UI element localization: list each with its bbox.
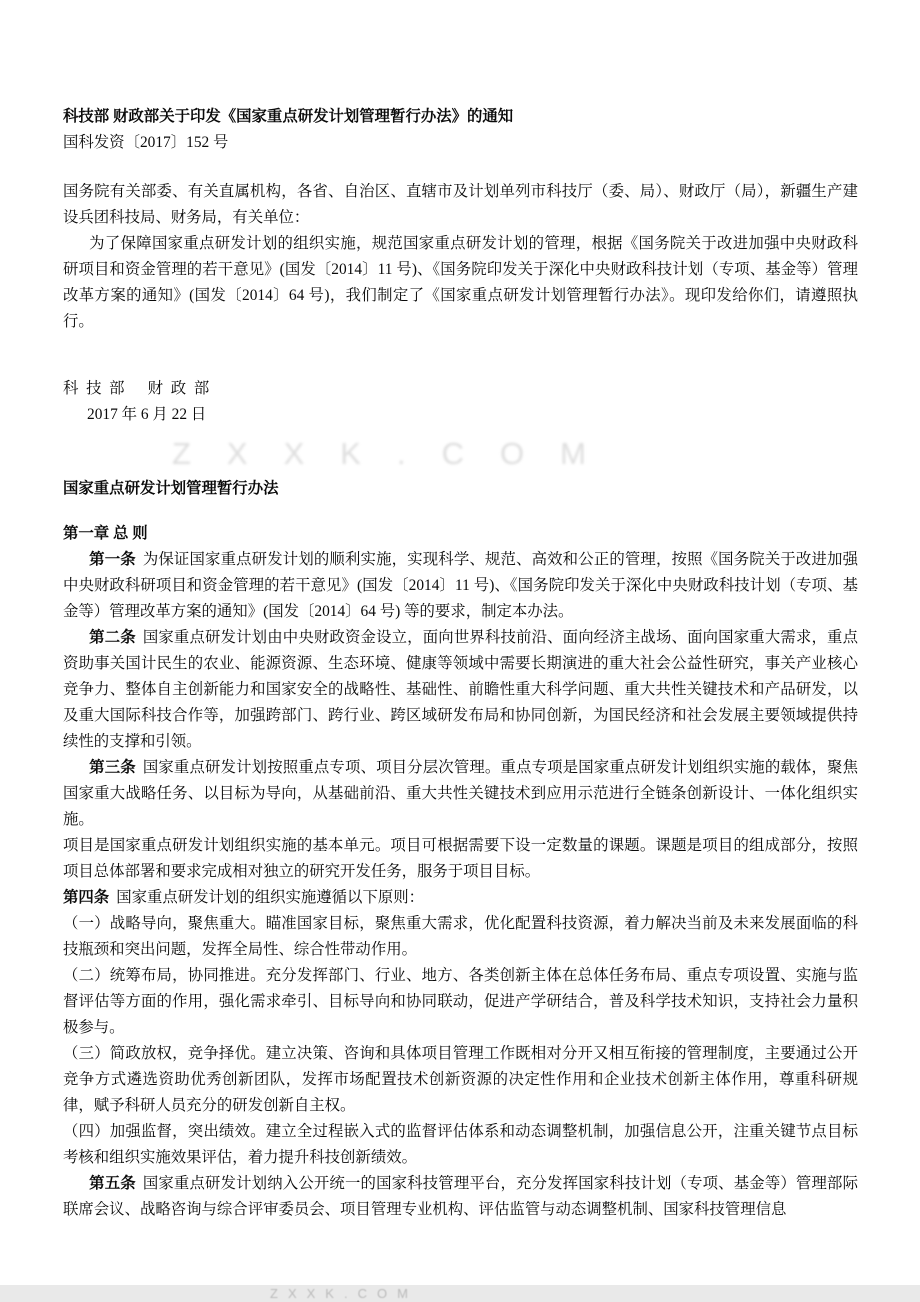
chapter-1-heading: 第一章 总 则 — [63, 525, 148, 542]
measures-title: 国家重点研发计划管理暂行办法 — [63, 480, 279, 497]
document-page — [63, 104, 858, 1223]
article-5-text: 国家重点研发计划纳入公开统一的国家科技管理平台，充分发挥国家科技计划（专项、基金等）管理部际联席会议、战略咨询与综合评审委员会、项目管理专业机构、评估监管与动态调整机制、国家科技管理信息 — [63, 1175, 858, 1218]
doc-number: 国科发资〔2017〕152 号 — [63, 134, 229, 151]
article-5-label: 第五条 — [89, 1175, 136, 1192]
signature-date: 2017 年 6 月 22 日 — [87, 406, 207, 423]
watermark-bottom-band — [0, 1285, 920, 1302]
article-1-label: 第一条 — [89, 551, 136, 568]
article-3-label: 第三条 — [89, 759, 136, 776]
article-2-label: 第二条 — [89, 629, 136, 646]
article-4 — [63, 885, 858, 911]
article-3 — [63, 755, 858, 833]
article-2 — [63, 625, 858, 755]
article-1 — [63, 547, 858, 625]
article-3-text: 国家重点研发计划按照重点专项、项目分层次管理。重点专项是国家重点研发计划组织实施的载体，聚焦国家重大战略任务、以目标为导向，从基础前沿、重大共性关键技术到应用示范进行全链条创新设计、一体化组织实施。 — [63, 759, 858, 828]
article-1-text: 为保证国家重点研发计划的顺利实施，实现科学、规范、高效和公正的管理，按照《国务院关于改进加强中央财政科研项目和资金管理的若干意见》(国发〔2014〕11 号)、《国务院印发关于深化中央财政科技计划（专项、基金等）管理改革方案的通知》(国发〔2014〕64 号) 等的要求，制定本办法。 — [63, 551, 858, 620]
watermark-middle: ZXXK.COM — [172, 436, 622, 471]
principle-4: （四）加强监督，突出绩效。建立全过程嵌入式的监督评估体系和动态调整机制，加强信息公开，注重关键节点目标考核和组织实施效果评估，着力提升科技创新绩效。 — [63, 1123, 858, 1166]
watermark-bottom-text: ZXXK.COM — [270, 1286, 418, 1301]
principle-3: （三）简政放权，竞争择优。建立决策、咨询和具体项目管理工作既相对分开又相互衔接的管理制度，主要通过公开竞争方式遴选资助优秀创新团队，发挥市场配置技术创新资源的决定性作用和企业技术创新主体作用，尊重科研规律，赋予科研人员充分的研发创新自主权。 — [63, 1045, 858, 1114]
salutation: 国务院有关部委、有关直属机构，各省、自治区、直辖市及计划单列市科技厅（委、局）、财政厅（局），新疆生产建设兵团科技局、财务局，有关单位： — [63, 183, 858, 226]
article-4-label: 第四条 — [63, 889, 110, 906]
article-5 — [63, 1171, 858, 1223]
principle-1: （一）战略导向，聚焦重大。瞄准国家目标，聚焦重大需求，优化配置科技资源，着力解决当前及未来发展面临的科技瓶颈和突出问题，发挥全局性、综合性带动作用。 — [63, 915, 858, 958]
principle-2: （二）统筹布局，协同推进。充分发挥部门、行业、地方、各类创新主体在总体任务布局、重点专项设置、实施与监督评估等方面的作用，强化需求牵引、目标导向和协同联动，促进产学研结合，普及科学技术知识，支持社会力量积极参与。 — [63, 967, 858, 1036]
article-4-text: 国家重点研发计划的组织实施遵循以下原则： — [116, 889, 425, 906]
notice-body: 为了保障国家重点研发计划的组织实施，规范国家重点研发计划的管理，根据《国务院关于改进加强中央财政科研项目和资金管理的若干意见》(国发〔2014〕11 号)、《国务院印发关于深化中央财政科技计划（专项、基金等）管理改革方案的通知》(国发〔2014〕64 号)，我们制定了《国家重点研发计划管理暂行办法》。现印发给你们，请遵照执行。 — [63, 235, 858, 330]
signature-agencies: 科 技 部 财 政 部 — [63, 380, 210, 397]
notice-title: 科技部 财政部关于印发《国家重点研发计划管理暂行办法》的通知 — [63, 108, 514, 125]
project-paragraph: 项目是国家重点研发计划组织实施的基本单元。项目可根据需要下设一定数量的课题。课题是项目的组成部分，按照项目总体部署和要求完成相对独立的研究开发任务，服务于项目目标。 — [63, 837, 858, 880]
article-2-text: 国家重点研发计划由中央财政资金设立，面向世界科技前沿、面向经济主战场、面向国家重大需求，重点资助事关国计民生的农业、能源资源、生态环境、健康等领域中需要长期演进的重大社会公益性研究，事关产业核心竞争力、整体自主创新能力和国家安全的战略性、基础性、前瞻性重大科学问题、重大共性关键技术和产品研发，以及重大国际科技合作等，加强跨部门、跨行业、跨区域研发布局和协同创新，为国民经济和社会发展主要领域提供持续性的支撑和引领。 — [63, 629, 858, 750]
